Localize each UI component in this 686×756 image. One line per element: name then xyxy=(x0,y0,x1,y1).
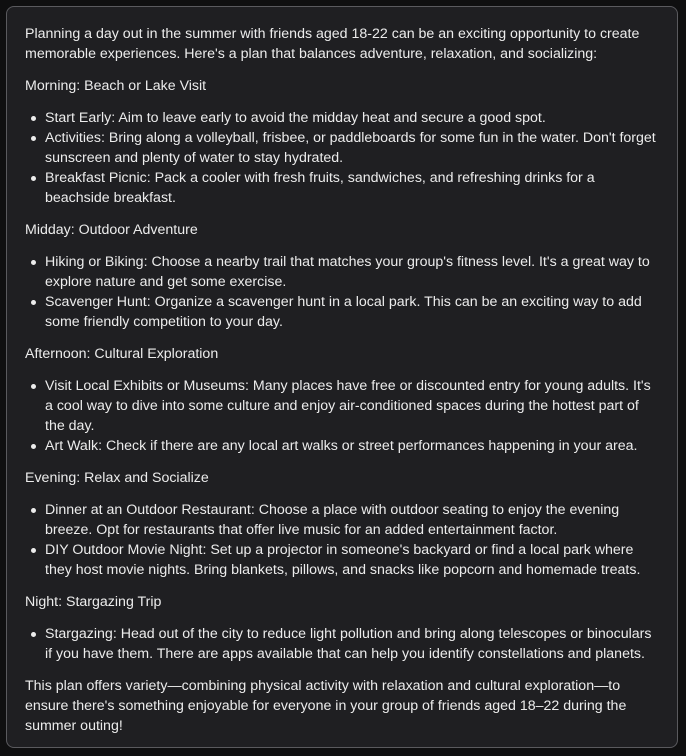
section-list-evening xyxy=(25,500,661,580)
response-card xyxy=(6,6,678,748)
section-list-morning xyxy=(25,108,661,208)
list-item: Hiking or Biking: Choose a nearby trail that matches your group's fitness level. It's a great way to explore nature and get some exercise. xyxy=(45,252,661,292)
section-heading-evening: Evening: Relax and Socialize xyxy=(25,470,209,486)
section-list-afternoon xyxy=(25,376,661,456)
section-heading-morning: Morning: Beach or Lake Visit xyxy=(25,78,207,94)
list-item: Art Walk: Check if there are any local art walks or street performances happening in your area. xyxy=(45,436,661,456)
list-item: Dinner at an Outdoor Restaurant: Choose a place with outdoor seating to enjoy the evening breeze. Opt for restaurants that offer live music for an added entertainment factor. xyxy=(45,500,661,540)
list-item: Breakfast Picnic: Pack a cooler with fresh fruits, sandwiches, and refreshing drinks for a beachside breakfast. xyxy=(45,168,661,208)
section-list-night xyxy=(25,624,661,664)
outro-paragraph: This plan offers variety—combining physical activity with relaxation and cultural exploration—to ensure there's something enjoyable for everyone in your group of friends aged 18–22 during the summer outing! xyxy=(25,678,627,734)
section-heading-midday: Midday: Outdoor Adventure xyxy=(25,222,198,238)
list-item: Start Early: Aim to leave early to avoid the midday heat and secure a good spot. xyxy=(45,108,661,128)
list-item: DIY Outdoor Movie Night: Set up a projector in someone's backyard or find a local park where they host movie nights. Bring blankets, pillows, and snacks like popcorn and homemade treats. xyxy=(45,540,661,580)
list-item: Activities: Bring along a volleyball, frisbee, or paddleboards for some fun in the water. Don't forget sunscreen and plenty of water to stay hydrated. xyxy=(45,128,661,168)
list-item: Scavenger Hunt: Organize a scavenger hunt in a local park. This can be an exciting way to add some friendly competition to your day. xyxy=(45,292,661,332)
section-heading-afternoon: Afternoon: Cultural Exploration xyxy=(25,346,219,362)
list-item: Stargazing: Head out of the city to reduce light pollution and bring along telescopes or binoculars if you have them. There are apps available that can help you identify constellations and planets. xyxy=(45,624,661,664)
intro-paragraph: Planning a day out in the summer with friends aged 18-22 can be an exciting opportunity to create memorable experiences. Here's a plan that balances adventure, relaxation, and socializing: xyxy=(25,26,640,62)
list-item: Visit Local Exhibits or Museums: Many places have free or discounted entry for young adults. It's a cool way to dive into some culture and enjoy air-conditioned spaces during the hottest part of the day. xyxy=(45,376,661,436)
section-heading-night: Night: Stargazing Trip xyxy=(25,594,162,610)
section-list-midday xyxy=(25,252,661,332)
